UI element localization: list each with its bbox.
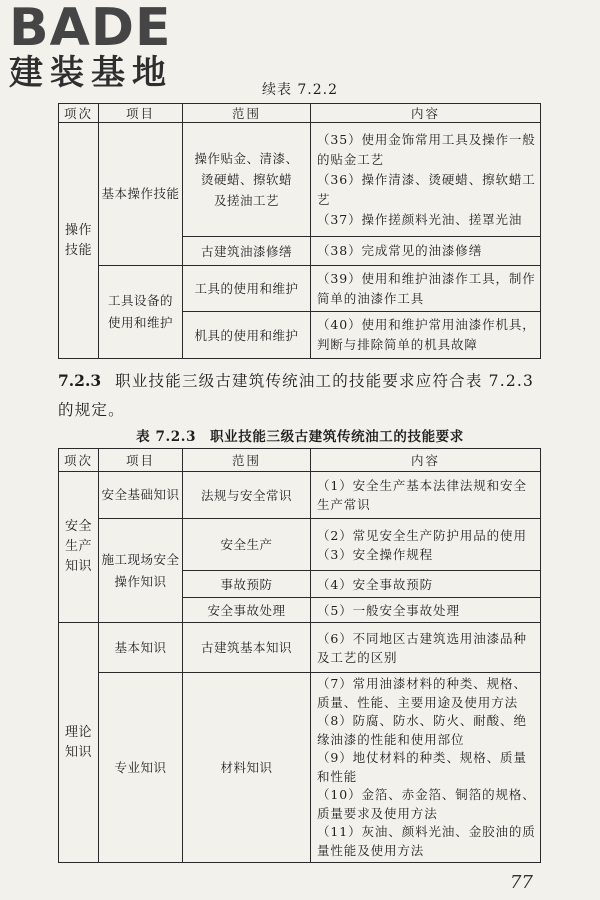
header-fanwei: 范围	[183, 449, 311, 472]
category-line: 生产	[64, 539, 92, 554]
item-cell	[99, 266, 183, 359]
content-item: （36）操作清漆、烫硬蜡、擦软蜡工艺	[317, 171, 536, 207]
table-row	[59, 123, 541, 237]
scope-line: 工具的使用和维护	[194, 281, 299, 296]
scope-cell	[183, 519, 311, 571]
caption-number: 表 7.2.3	[136, 429, 197, 445]
scope-line: 及搓油工艺	[213, 193, 279, 208]
scope-line: 材料知识	[220, 760, 273, 775]
clause-number: 7.2.3	[58, 371, 102, 390]
table-row	[59, 472, 541, 519]
content-item: （35）使用金饰常用工具及操作一般的贴金工艺	[317, 131, 536, 167]
item-line: 专业知识	[114, 759, 167, 775]
content-cell	[311, 623, 541, 673]
content-cell	[311, 673, 541, 863]
scope-cell	[183, 598, 311, 623]
item-line: 工具设备的	[107, 293, 173, 308]
header-neirong: 内容	[311, 104, 541, 123]
category-line: 理论	[64, 724, 92, 740]
table-row	[59, 266, 541, 312]
item-line: 基本知识	[114, 639, 167, 655]
logo-brand-text: BADE	[9, 0, 172, 58]
content-item: （3）安全操作规程	[317, 546, 434, 562]
table-7-2-3-caption	[0, 425, 600, 445]
scope-cell	[183, 673, 311, 863]
header-xiangci: 项次	[59, 449, 99, 472]
scope-cell	[183, 266, 311, 312]
content-cell	[311, 123, 541, 237]
table-row	[59, 623, 541, 673]
content-item: （10）金箔、赤金箔、铜箔的规格、质量要求及使用方法	[317, 787, 536, 821]
item-cell	[99, 519, 183, 623]
item-line: 操作知识	[114, 573, 167, 589]
item-line: 施工现场安全	[101, 551, 180, 567]
scope-line: 事故预防	[220, 576, 273, 592]
content-cell	[311, 312, 541, 359]
table-7-2-2-caption: 续表 7.2.2	[261, 82, 339, 98]
category-cell	[59, 123, 99, 359]
content-item: （7）常用油漆材料的种类、规格、质量、性能、主要用途及使用方法	[317, 676, 527, 710]
scope-line: 机具的使用和维护	[194, 327, 299, 343]
scope-cell	[183, 571, 311, 598]
item-line: 安全基础知识	[101, 487, 180, 502]
content-cell	[311, 598, 541, 623]
clause-text: 职业技能三级古建筑传统油工的技能要求应符合表 7.2.3 的规定。	[58, 372, 535, 419]
header-xiangmu: 项目	[99, 104, 183, 123]
page-number: 77	[510, 872, 533, 893]
table-7-2-2-continued	[58, 103, 541, 359]
scope-cell	[183, 123, 311, 237]
content-item: （6）不同地区古建筑选用油漆品种及工艺的区别	[317, 630, 527, 665]
content-cell	[311, 571, 541, 598]
item-cell	[99, 623, 183, 673]
category-line: 安全	[64, 519, 92, 534]
content-item: （40）使用和维护常用油漆作机具，判断与排除简单的机具故障	[317, 317, 536, 352]
content-item: （37）操作搓颜料光油、搓罩光油	[317, 211, 523, 227]
scope-line: 古建筑基本知识	[200, 640, 292, 655]
item-cell	[99, 123, 183, 266]
table-header-row	[59, 104, 541, 123]
scope-line: 烫硬蜡、擦软蜡	[200, 172, 292, 187]
table-row	[59, 673, 541, 863]
content-item: （4）安全事故预防	[317, 576, 434, 592]
content-item: （9）地仗材料的种类、规格、质量和性能	[317, 750, 527, 784]
category-line: 知识	[64, 744, 92, 760]
table-header-row	[59, 449, 541, 472]
header-fanwei: 范围	[183, 104, 311, 123]
category-cell	[59, 472, 99, 623]
item-line: 基本操作技能	[101, 186, 180, 201]
scope-cell	[183, 237, 311, 266]
item-line: 使用和维护	[107, 315, 173, 330]
scope-line: 古建筑油漆修缮	[200, 243, 292, 259]
content-cell	[311, 519, 541, 571]
header-xiangmu: 项目	[99, 449, 183, 472]
category-line: 技能	[64, 242, 92, 258]
content-item: （1）安全生产基本法律法规和安全生产常识	[317, 478, 527, 512]
category-line: 操作	[64, 222, 92, 238]
clause-7-2-3	[58, 366, 542, 425]
header-neirong: 内容	[311, 449, 541, 472]
scope-line: 安全生产	[220, 537, 273, 552]
content-cell	[311, 472, 541, 519]
content-cell	[311, 266, 541, 312]
scope-cell	[183, 472, 311, 519]
scope-cell	[183, 623, 311, 673]
item-cell	[99, 472, 183, 519]
item-cell	[99, 673, 183, 863]
content-cell	[311, 237, 541, 266]
logo-subtitle-text: 建装基地	[9, 53, 173, 93]
scope-line: 法规与安全常识	[200, 487, 292, 503]
content-item: （11）灰油、颜料光油、金胶油的质量性能及使用方法	[317, 824, 536, 858]
content-item: （5）一般安全事故处理	[317, 602, 460, 618]
content-item: （8）防腐、防水、防火、耐酸、绝缘油漆的性能和使用部位	[317, 713, 527, 747]
scope-line: 操作贴金、清漆、	[194, 151, 299, 166]
content-item: （38）完成常见的油漆修缮	[317, 243, 483, 258]
table-row	[59, 519, 541, 571]
table-7-2-3	[58, 448, 541, 863]
scope-line: 安全事故处理	[207, 602, 286, 618]
header-xiangci: 项次	[59, 104, 99, 123]
scope-cell	[183, 312, 311, 359]
category-line: 知识	[64, 559, 92, 574]
content-item: （2）常见安全生产防护用品的使用	[317, 527, 527, 543]
category-cell	[59, 623, 99, 863]
caption-title: 职业技能三级古建筑传统油工的技能要求	[210, 429, 464, 445]
content-item: （39）使用和维护油漆作工具，制作简单的油漆作工具	[317, 270, 536, 306]
